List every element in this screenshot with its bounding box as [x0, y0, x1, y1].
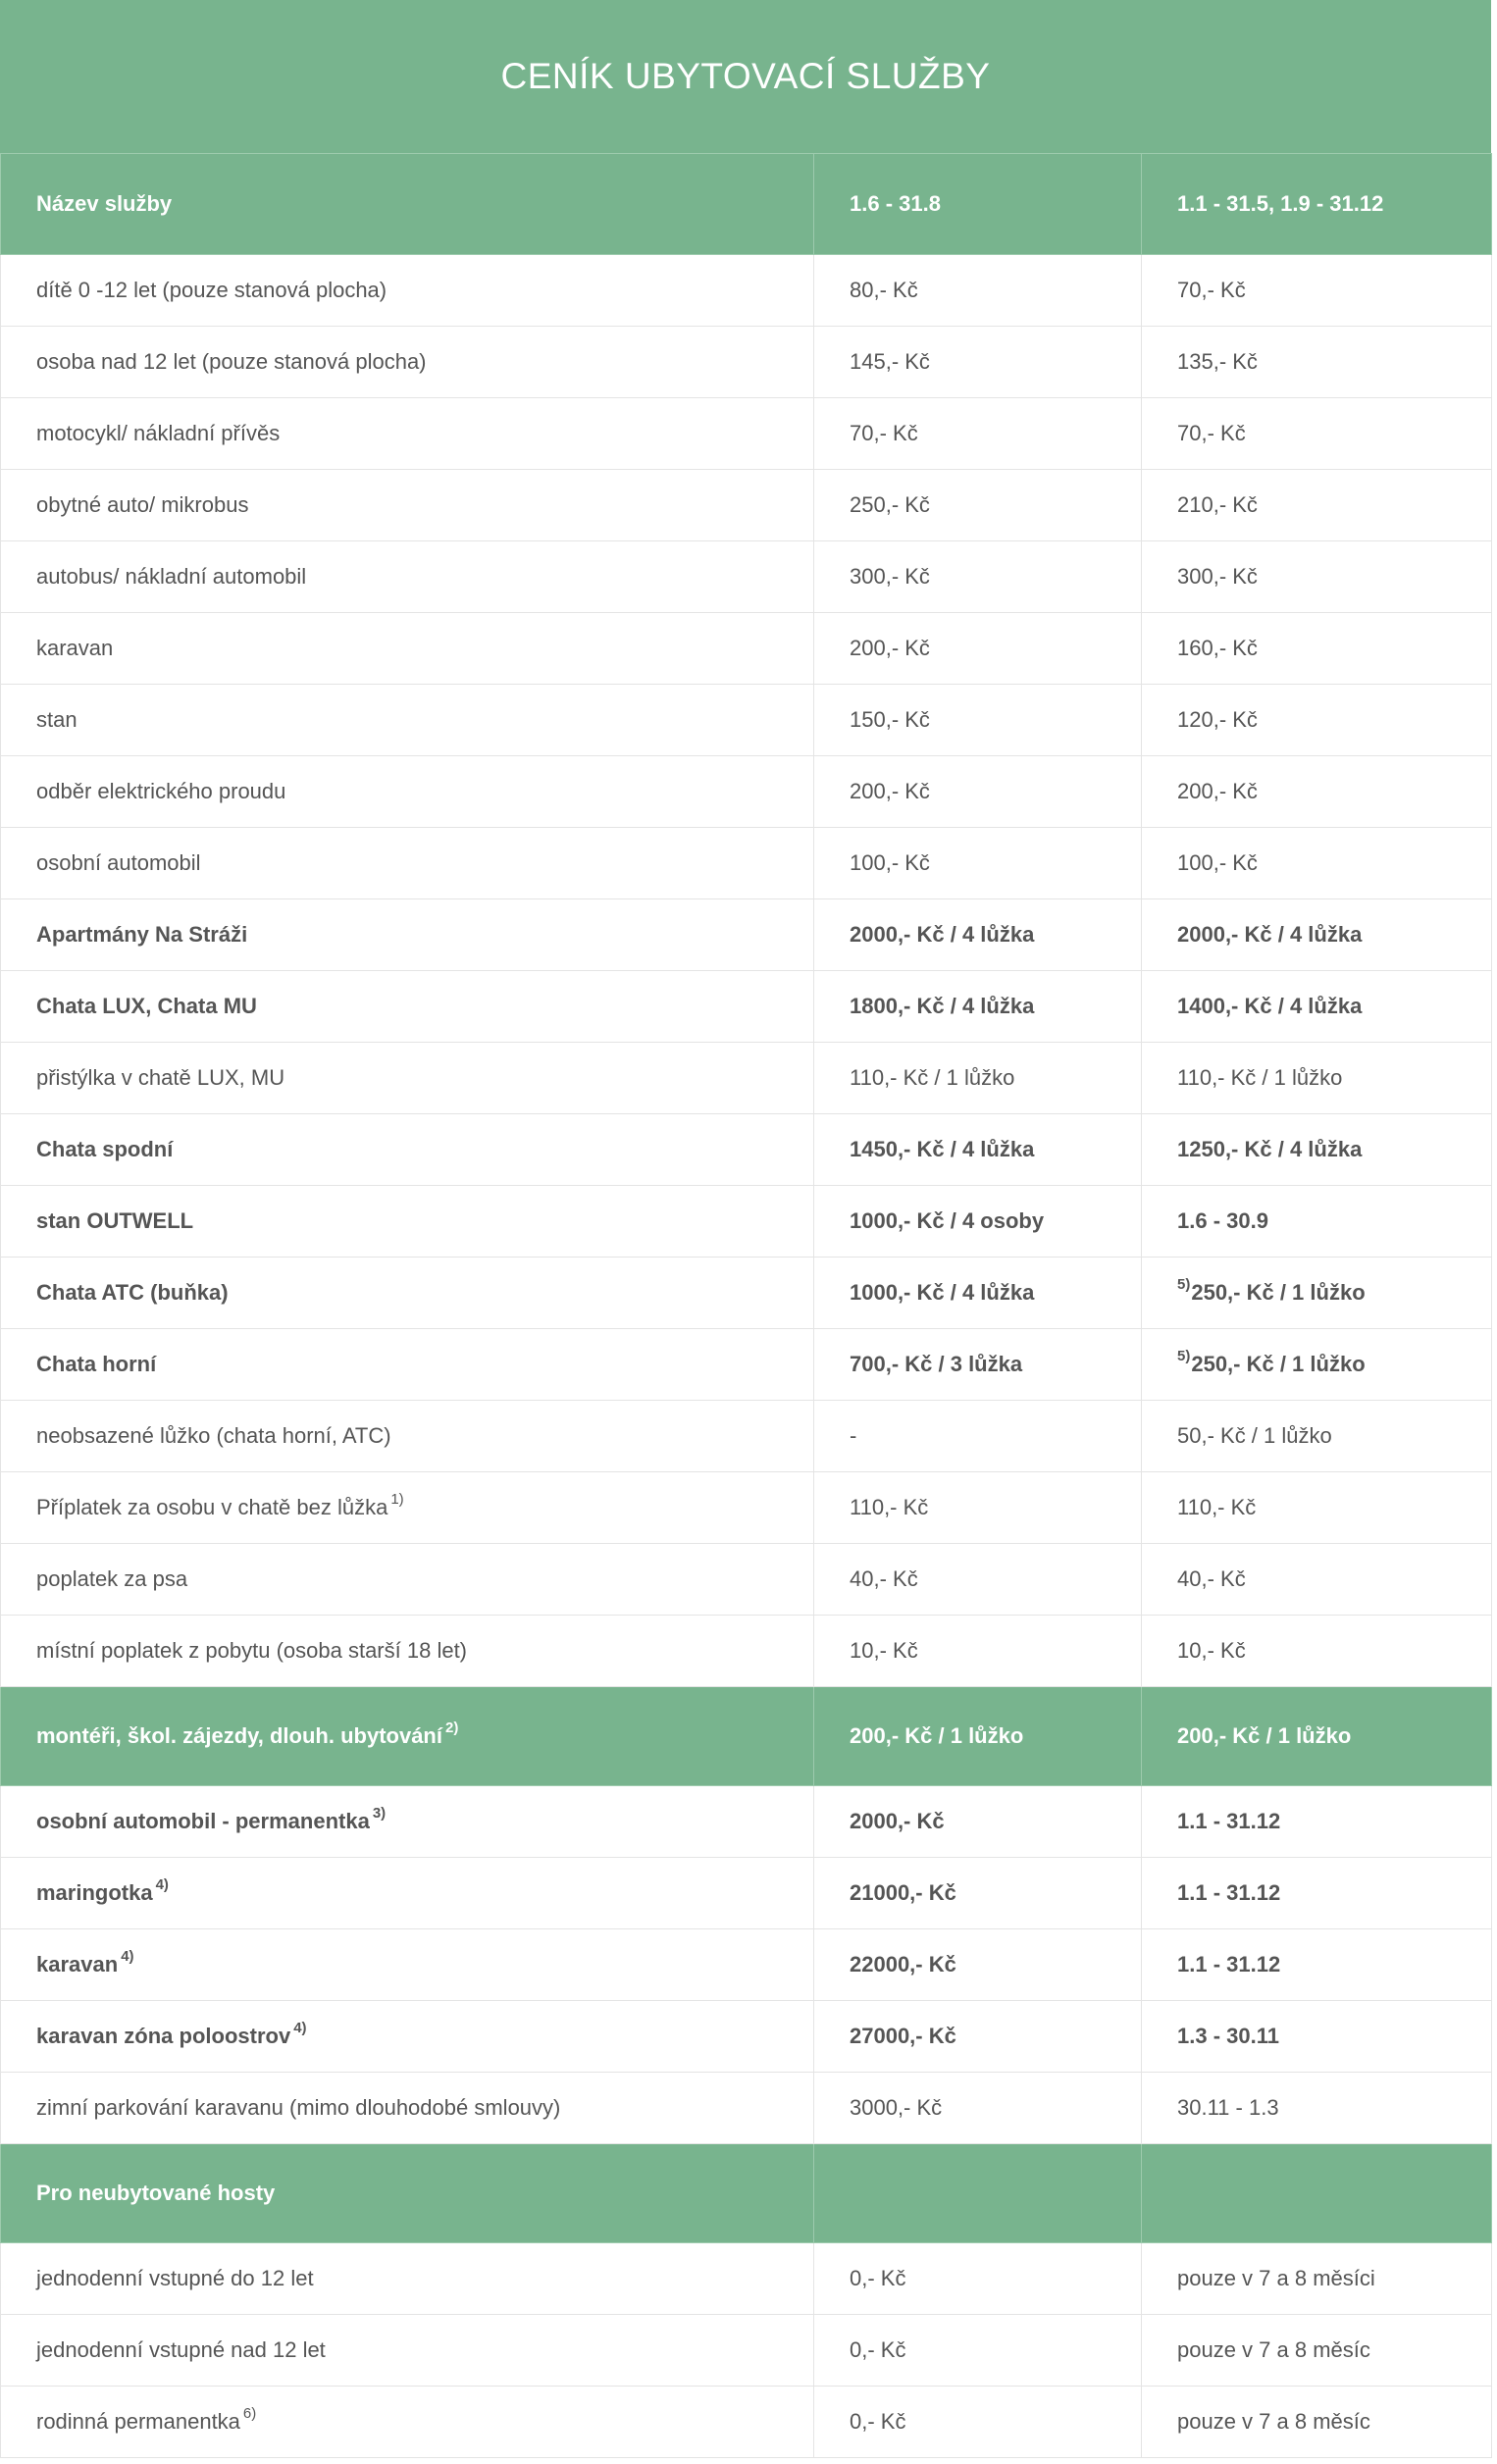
service-name: jednodenní vstupné nad 12 let: [1, 2315, 814, 2387]
summer-price: 200,- Kč: [814, 756, 1142, 828]
service-name-text: karavan: [36, 1951, 119, 1976]
footnote-marker: 5): [1177, 1347, 1191, 1364]
footnote-marker: 6): [242, 2404, 257, 2422]
visitors-header-empty: [1142, 2144, 1492, 2243]
table-row: [1, 828, 1492, 899]
footnote-marker: 5): [1177, 1275, 1191, 1293]
long-stay-header-row: [1, 1687, 1492, 1786]
table-row: [1, 1258, 1492, 1329]
table-row: [1, 756, 1492, 828]
header-offseason-period: 1.1 - 31.5, 1.9 - 31.12: [1142, 154, 1492, 255]
offseason-price: 210,- Kč: [1142, 470, 1492, 541]
service-name: Chata ATC (buňka): [1, 1258, 814, 1329]
service-name: Chata horní: [1, 1329, 814, 1401]
service-name: jednodenní vstupné do 12 let: [1, 2243, 814, 2315]
service-name: přistýlka v chatě LUX, MU: [1, 1043, 814, 1114]
service-name: [1, 1786, 814, 1858]
table-row: [1, 1929, 1492, 2001]
header-service-name: Název služby: [1, 154, 814, 255]
offseason-price: 10,- Kč: [1142, 1616, 1492, 1687]
service-name: zimní parkování karavanu (mimo dlouhodobé smlouvy): [1, 2073, 814, 2144]
service-name-text: Příplatek za osobu v chatě bez lůžka: [36, 1494, 388, 1519]
price: 22000,- Kč: [814, 1929, 1142, 2001]
summer-price: -: [814, 1401, 1142, 1472]
price: 21000,- Kč: [814, 1858, 1142, 1929]
table-row: [1, 2001, 1492, 2073]
summer-price: 80,- Kč: [814, 255, 1142, 327]
service-name: [1, 2001, 814, 2073]
offseason-price: 120,- Kč: [1142, 685, 1492, 756]
table-row: [1, 470, 1492, 541]
summer-price: 300,- Kč: [814, 541, 1142, 613]
table-row: [1, 1186, 1492, 1258]
visitors-header-row: [1, 2144, 1492, 2243]
long-stay-header-text: montéři, škol. zájezdy, dlouh. ubytování: [36, 1722, 442, 1748]
offseason-price: 70,- Kč: [1142, 255, 1492, 327]
summer-price: 200,- Kč: [814, 613, 1142, 685]
service-name: Chata LUX, Chata MU: [1, 971, 814, 1043]
period: 1.3 - 30.11: [1142, 2001, 1492, 2073]
table-row: [1, 2315, 1492, 2387]
service-name: motocykl/ nákladní přívěs: [1, 398, 814, 470]
table-row: [1, 1616, 1492, 1687]
page-title: CENÍK UBYTOVACÍ SLUŽBY: [0, 0, 1491, 153]
availability-note: pouze v 7 a 8 měsíci: [1142, 2243, 1492, 2315]
table-row: [1, 1114, 1492, 1186]
price: 0,- Kč: [814, 2243, 1142, 2315]
service-name: autobus/ nákladní automobil: [1, 541, 814, 613]
offseason-price: 1.6 - 30.9: [1142, 1186, 1492, 1258]
offseason-price: 200,- Kč: [1142, 756, 1492, 828]
table-header-row: [1, 154, 1492, 255]
offseason-price: [1142, 1329, 1492, 1401]
summer-price: 110,- Kč: [814, 1472, 1142, 1544]
table-row: [1, 2387, 1492, 2458]
period: 1.1 - 31.12: [1142, 1929, 1492, 2001]
summer-price: 70,- Kč: [814, 398, 1142, 470]
summer-price: 100,- Kč: [814, 828, 1142, 899]
summer-price: 145,- Kč: [814, 327, 1142, 398]
header-summer-period: 1.6 - 31.8: [814, 154, 1142, 255]
footnote-marker: 4): [121, 1947, 134, 1965]
summer-price: 110,- Kč / 1 lůžko: [814, 1043, 1142, 1114]
summer-price: 1800,- Kč / 4 lůžka: [814, 971, 1142, 1043]
table-row: [1, 971, 1492, 1043]
service-name: osobní automobil: [1, 828, 814, 899]
service-name: [1, 1472, 814, 1544]
offseason-price: 40,- Kč: [1142, 1544, 1492, 1616]
table-row: [1, 1858, 1492, 1929]
service-name: stan: [1, 685, 814, 756]
summer-price: 40,- Kč: [814, 1544, 1142, 1616]
service-name: karavan: [1, 613, 814, 685]
summer-price: 250,- Kč: [814, 470, 1142, 541]
service-name: [1, 2387, 814, 2458]
table-row: [1, 1544, 1492, 1616]
offseason-price: [1142, 1258, 1492, 1329]
footnote-marker: 3): [372, 1804, 387, 1822]
table-row: [1, 685, 1492, 756]
long-stay-offseason-price: 200,- Kč / 1 lůžko: [1142, 1687, 1492, 1786]
summer-price: 150,- Kč: [814, 685, 1142, 756]
price: 27000,- Kč: [814, 2001, 1142, 2073]
service-name: stan OUTWELL: [1, 1186, 814, 1258]
visitors-header-title: Pro neubytované hosty: [1, 2144, 814, 2243]
offseason-price: 110,- Kč: [1142, 1472, 1492, 1544]
service-name: místní poplatek z pobytu (osoba starší 18 let): [1, 1616, 814, 1687]
period: 30.11 - 1.3: [1142, 2073, 1492, 2144]
offseason-price: 135,- Kč: [1142, 327, 1492, 398]
offseason-price-value: 250,- Kč / 1 lůžko: [1191, 1351, 1366, 1376]
summer-price: 10,- Kč: [814, 1616, 1142, 1687]
offseason-price: 2000,- Kč / 4 lůžka: [1142, 899, 1492, 971]
table-row: [1, 541, 1492, 613]
visitors-header-empty: [814, 2144, 1142, 2243]
table-row: [1, 1329, 1492, 1401]
service-name: odběr elektrického proudu: [1, 756, 814, 828]
service-name-text: rodinná permanentka: [36, 2408, 240, 2434]
service-name-text: osobní automobil - permanentka: [36, 1808, 370, 1833]
offseason-price: 1250,- Kč / 4 lůžka: [1142, 1114, 1492, 1186]
table-row: [1, 1786, 1492, 1858]
table-row: [1, 1472, 1492, 1544]
price-table: [0, 153, 1492, 2458]
table-row: [1, 1043, 1492, 1114]
table-row: [1, 899, 1492, 971]
summer-price: 2000,- Kč / 4 lůžka: [814, 899, 1142, 971]
summer-price: 700,- Kč / 3 lůžka: [814, 1329, 1142, 1401]
availability-note: pouze v 7 a 8 měsíc: [1142, 2387, 1492, 2458]
service-name: osoba nad 12 let (pouze stanová plocha): [1, 327, 814, 398]
offseason-price: 300,- Kč: [1142, 541, 1492, 613]
price: 0,- Kč: [814, 2315, 1142, 2387]
offseason-price: 1400,- Kč / 4 lůžka: [1142, 971, 1492, 1043]
offseason-price: 50,- Kč / 1 lůžko: [1142, 1401, 1492, 1472]
service-name: poplatek za psa: [1, 1544, 814, 1616]
table-row: [1, 2243, 1492, 2315]
service-name: Apartmány Na Stráži: [1, 899, 814, 971]
service-name: neobsazené lůžko (chata horní, ATC): [1, 1401, 814, 1472]
footnote-marker: 4): [155, 1875, 169, 1893]
price: 0,- Kč: [814, 2387, 1142, 2458]
table-row: [1, 398, 1492, 470]
service-name-text: maringotka: [36, 1879, 153, 1905]
summer-price: 1450,- Kč / 4 lůžka: [814, 1114, 1142, 1186]
offseason-price: 110,- Kč / 1 lůžko: [1142, 1043, 1492, 1114]
long-stay-header-name: [1, 1687, 814, 1786]
footnote-marker: 4): [293, 2019, 307, 2036]
price: 3000,- Kč: [814, 2073, 1142, 2144]
period: 1.1 - 31.12: [1142, 1858, 1492, 1929]
offseason-price-value: 250,- Kč / 1 lůžko: [1191, 1279, 1366, 1305]
availability-note: pouze v 7 a 8 měsíc: [1142, 2315, 1492, 2387]
offseason-price: 160,- Kč: [1142, 613, 1492, 685]
table-row: [1, 2073, 1492, 2144]
period: 1.1 - 31.12: [1142, 1786, 1492, 1858]
service-name: [1, 1858, 814, 1929]
price: 2000,- Kč: [814, 1786, 1142, 1858]
service-name: [1, 1929, 814, 2001]
summer-price: 1000,- Kč / 4 osoby: [814, 1186, 1142, 1258]
table-row: [1, 327, 1492, 398]
offseason-price: 100,- Kč: [1142, 828, 1492, 899]
footnote-marker: 1): [390, 1490, 404, 1508]
service-name: Chata spodní: [1, 1114, 814, 1186]
offseason-price: 70,- Kč: [1142, 398, 1492, 470]
table-row: [1, 255, 1492, 327]
service-name: obytné auto/ mikrobus: [1, 470, 814, 541]
long-stay-summer-price: 200,- Kč / 1 lůžko: [814, 1687, 1142, 1786]
footnote-marker: 2): [444, 1719, 459, 1736]
table-row: [1, 613, 1492, 685]
service-name-text: karavan zóna poloostrov: [36, 2023, 291, 2048]
service-name: dítě 0 -12 let (pouze stanová plocha): [1, 255, 814, 327]
table-row: [1, 1401, 1492, 1472]
summer-price: 1000,- Kč / 4 lůžka: [814, 1258, 1142, 1329]
